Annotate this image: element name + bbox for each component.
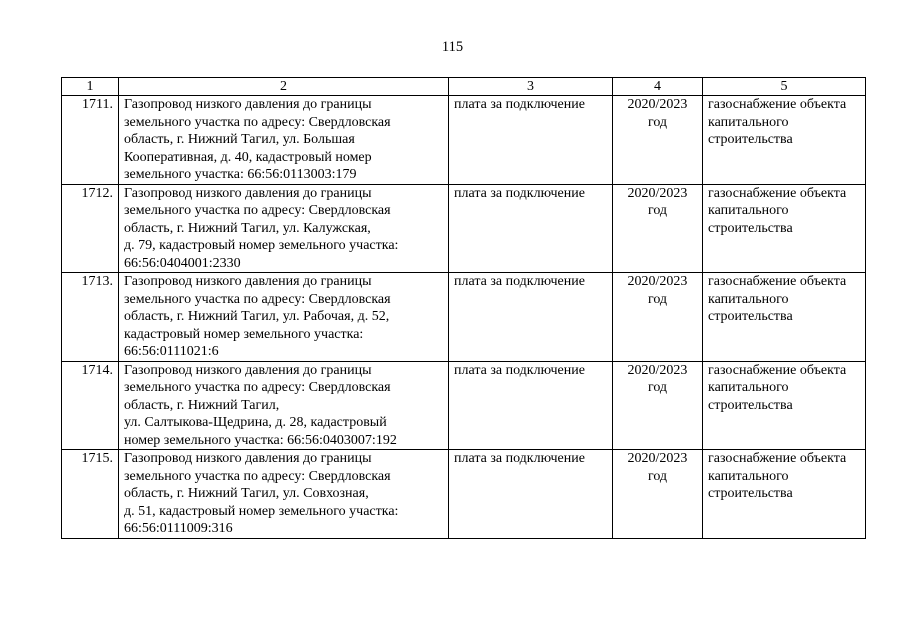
purpose xyxy=(703,450,866,539)
description-line: область, г. Нижний Тагил, ул. Калужская, xyxy=(124,220,371,236)
description-line: земельного участка по адресу: Свердловская xyxy=(124,468,391,484)
description-line: номер земельного участка: 66:56:0403007:192 xyxy=(124,432,397,448)
table-row xyxy=(62,361,866,450)
period xyxy=(613,361,703,450)
object-description xyxy=(119,96,449,185)
period-unit: год xyxy=(647,468,668,484)
column-header-3: 3 xyxy=(449,78,613,96)
period-unit: год xyxy=(647,380,668,395)
purpose-line: капитального xyxy=(708,114,789,130)
purpose xyxy=(703,361,866,450)
investment-program-table xyxy=(61,77,866,539)
purpose xyxy=(703,184,866,273)
description-line: область, г. Нижний Тагил, ул. Совхозная, xyxy=(124,486,369,501)
period xyxy=(613,450,703,539)
period-unit: год xyxy=(647,291,668,307)
description-line: 66:56:0111021:6 xyxy=(124,344,219,359)
table-row xyxy=(62,450,866,539)
fee-type: плата за подключение xyxy=(449,96,613,185)
description-line: 66:56:0111009:316 xyxy=(124,521,233,536)
description-line: область, г. Нижний Тагил, ул. Большая xyxy=(124,132,355,147)
description-line: земельного участка по адресу: Свердловская xyxy=(124,203,391,218)
description-line: область, г. Нижний Тагил, xyxy=(124,397,280,413)
description-line: Газопровод низкого давления до границы xyxy=(124,274,372,289)
purpose xyxy=(703,96,866,185)
description-line: Газопровод низкого давления до границы xyxy=(124,185,372,201)
row-number: 1711. xyxy=(62,96,119,185)
purpose-line: капитального xyxy=(708,291,789,307)
period xyxy=(613,96,703,185)
column-number-row xyxy=(62,78,866,96)
description-line: кадастровый номер земельного участка: xyxy=(124,326,364,342)
description-line: область, г. Нижний Тагил, ул. Рабочая, д. 52, xyxy=(124,309,390,324)
table-row xyxy=(62,184,866,273)
description-line: земельного участка по адресу: Свердловская xyxy=(124,380,391,395)
description-line: Газопровод низкого давления до границы xyxy=(124,451,372,466)
description-line: 66:56:0404001:2330 xyxy=(124,255,241,271)
period-years: 2020/2023 xyxy=(627,362,688,378)
fee-type: плата за подключение xyxy=(449,450,613,539)
row-number: 1713. xyxy=(62,273,119,362)
description-line: Кооперативная, д. 40, кадастровый номер xyxy=(124,149,372,165)
object-description xyxy=(119,184,449,273)
purpose-line: газоснабжение объекта xyxy=(708,274,847,289)
period-years: 2020/2023 xyxy=(627,274,688,289)
page-number: 115 xyxy=(441,39,464,55)
description-line: д. 51, кадастровый номер земельного участка: xyxy=(124,503,399,519)
fee-type: плата за подключение xyxy=(449,361,613,450)
period xyxy=(613,184,703,273)
description-line: Газопровод низкого давления до границы xyxy=(124,362,372,378)
column-header-5: 5 xyxy=(703,78,866,96)
object-description xyxy=(119,361,449,450)
description-line: д. 79, кадастровый номер земельного участка: xyxy=(124,238,399,253)
purpose-line: строительства xyxy=(708,486,793,501)
row-number: 1714. xyxy=(62,361,119,450)
purpose-line: строительства xyxy=(708,220,793,236)
description-line: земельного участка по адресу: Свердловская xyxy=(124,114,391,130)
purpose-line: газоснабжение объекта xyxy=(708,362,847,378)
table-row xyxy=(62,96,866,185)
description-line: ул. Салтыкова-Щедрина, д. 28, кадастровый xyxy=(124,415,387,430)
description-line: земельного участка: 66:56:0113003:179 xyxy=(124,167,357,182)
column-header-1: 1 xyxy=(62,78,119,96)
purpose-line: газоснабжение объекта xyxy=(708,451,847,466)
purpose-line: капитального xyxy=(708,203,789,218)
column-header-4: 4 xyxy=(613,78,703,96)
period xyxy=(613,273,703,362)
period-unit: год xyxy=(647,203,668,218)
row-number: 1712. xyxy=(62,184,119,273)
purpose-line: строительства xyxy=(708,132,793,147)
purpose-line: газоснабжение объекта xyxy=(708,185,847,201)
row-number: 1715. xyxy=(62,450,119,539)
purpose xyxy=(703,273,866,362)
purpose-line: строительства xyxy=(708,397,793,413)
fee-type: плата за подключение xyxy=(449,184,613,273)
column-header-2: 2 xyxy=(119,78,449,96)
description-line: Газопровод низкого давления до границы xyxy=(124,97,372,112)
description-line: земельного участка по адресу: Свердловская xyxy=(124,291,391,307)
period-unit: год xyxy=(647,114,668,130)
purpose-line: капитального xyxy=(708,380,789,395)
period-years: 2020/2023 xyxy=(627,97,688,112)
object-description xyxy=(119,450,449,539)
period-years: 2020/2023 xyxy=(627,451,688,466)
purpose-line: капитального xyxy=(708,468,789,484)
table-row xyxy=(62,273,866,362)
purpose-line: газоснабжение объекта xyxy=(708,97,847,112)
period-years: 2020/2023 xyxy=(627,185,688,201)
object-description xyxy=(119,273,449,362)
fee-type: плата за подключение xyxy=(449,273,613,362)
purpose-line: строительства xyxy=(708,309,793,324)
